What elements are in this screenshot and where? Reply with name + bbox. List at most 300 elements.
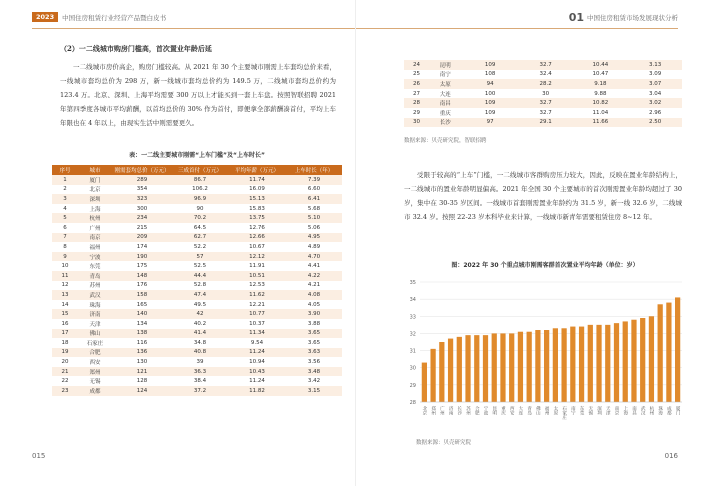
table-cell: 36.3 — [172, 367, 228, 377]
column-header: 刚需套均总价（万元） — [112, 165, 172, 175]
table-cell: 97 — [461, 118, 518, 128]
table-cell: 190 — [112, 252, 172, 262]
table-cell: 165 — [112, 300, 172, 310]
table-cell: 珠海 — [78, 300, 112, 310]
table-cell: 2 — [52, 185, 78, 195]
table-cell: 32.4 — [519, 70, 573, 80]
table-cell: 29 — [404, 108, 429, 118]
table-row — [52, 242, 342, 252]
table-cell: 9.18 — [573, 79, 629, 89]
table-header-row — [52, 165, 342, 175]
table-cell: 10 — [52, 261, 78, 271]
table-cell: 10.47 — [573, 70, 629, 80]
table-cell: 10.44 — [573, 60, 629, 70]
table-cell: 106.2 — [172, 185, 228, 195]
chart-source: 数据来源：贝壳研究院 — [416, 440, 472, 446]
right-page — [355, 0, 710, 486]
table-cell: 4.21 — [286, 281, 342, 291]
table-cell: 3.07 — [628, 79, 682, 89]
table-cell: 52.2 — [172, 242, 228, 252]
table-cell: 32.7 — [519, 108, 573, 118]
x-tick-label: 福州 — [544, 406, 550, 415]
bar — [527, 332, 532, 402]
table-cell: 37.2 — [172, 386, 228, 396]
table-cell: 174 — [112, 242, 172, 252]
y-tick-label: 32 — [409, 331, 416, 338]
section-title: 中国住房租赁市场发展现状分析 — [587, 13, 678, 22]
table-cell: 21 — [52, 367, 78, 377]
table-cell: 12 — [52, 281, 78, 291]
table-cell: 27 — [404, 89, 429, 99]
table-cell: 40.8 — [172, 348, 228, 358]
x-tick-label: 石家庄 — [561, 406, 567, 420]
x-tick-label: 佛山 — [535, 406, 541, 415]
x-tick-label: 长沙 — [456, 406, 462, 415]
table-cell: 青岛 — [78, 271, 112, 281]
table-cell: 2.50 — [628, 118, 682, 128]
x-tick-label: 杭州 — [648, 406, 654, 415]
table-cell: 南京 — [78, 233, 112, 243]
table-cell: 9.54 — [228, 338, 286, 348]
table-cell: 11.24 — [228, 376, 286, 386]
table-cell: 30 — [404, 118, 429, 128]
chart-title: 图：2022 年 30 个重点城市刚需客群首次置业平均年龄（单位：岁） — [451, 262, 639, 269]
header-divider — [32, 28, 355, 29]
bar — [596, 325, 601, 402]
x-tick-label: 济南 — [448, 406, 454, 415]
table-cell: 128 — [112, 376, 172, 386]
table-cell: 34.8 — [172, 338, 228, 348]
body-paragraph: 一二线城市房价高企，购房门槛较高。从 2021 年 30 个主要城市刚需上车套均总价来看，一线城市套均总价为 298 万，新一线城市套均总价约为 149.5 万，二线城市套均总价约为 123.4 万。北京、深圳、上海平均需要 300 万以上才能买到一套上车盘。按照智联招聘 2021 年第四季度各城市平均薪酬，以首均总价的 30% 作为首付，即便拿全部薪酬凑首付，平均上车年限也在 4 年以上，由现实生活中则需要更久。 — [60, 63, 336, 127]
section-number: 01 — [568, 10, 584, 24]
threshold-table-continued — [404, 60, 682, 127]
y-tick-label: 31 — [409, 348, 416, 355]
table-cell: 3.04 — [628, 89, 682, 99]
table-body — [404, 60, 682, 127]
table-cell: 176 — [112, 281, 172, 291]
table-cell: 厦门 — [78, 175, 112, 185]
table-cell: 18 — [52, 338, 78, 348]
table-cell: 109 — [461, 60, 518, 70]
table-cell: 24 — [404, 60, 429, 70]
table-cell: 无锡 — [78, 376, 112, 386]
table-cell: 136 — [112, 348, 172, 358]
table-cell: 南昌 — [429, 98, 461, 108]
table-cell: 合肥 — [78, 348, 112, 358]
table-cell: 苏州 — [78, 281, 112, 291]
table-cell: 石家庄 — [78, 338, 112, 348]
bar — [649, 316, 654, 402]
table-cell: 3.65 — [286, 329, 342, 339]
table-cell: 11.24 — [228, 348, 286, 358]
section-heading: （2）一二线城市购房门槛高，首次置业年龄后延 — [60, 44, 212, 53]
table-cell: 28 — [404, 98, 429, 108]
table-cell: 宁波 — [78, 252, 112, 262]
x-tick-label: 南宁 — [570, 406, 576, 415]
y-tick-label: 35 — [409, 280, 416, 286]
table-cell: 116 — [112, 338, 172, 348]
table-cell: 354 — [112, 185, 172, 195]
table-cell: 杭州 — [78, 213, 112, 223]
table-cell: 14 — [52, 300, 78, 310]
x-tick-label: 昆明 — [491, 406, 497, 415]
table-cell: 16 — [52, 319, 78, 329]
table-cell: 38.4 — [172, 376, 228, 386]
x-tick-label: 宁波 — [483, 406, 488, 415]
table-cell: 东莞 — [78, 261, 112, 271]
table-cell: 11.34 — [228, 329, 286, 339]
bar — [631, 320, 636, 402]
table-cell: 3.56 — [286, 357, 342, 367]
table-cell: 5.68 — [286, 204, 342, 214]
table-row — [52, 329, 342, 339]
bar — [448, 339, 453, 402]
bar — [658, 304, 663, 402]
table-row — [52, 271, 342, 281]
table-row — [52, 175, 342, 185]
table-caption: 表：一二线主要城市刚需“上车门槛”及“上车时长” — [129, 152, 265, 159]
right-page-header — [569, 10, 678, 24]
table-cell: 12.12 — [228, 252, 286, 262]
table-cell: 32.7 — [519, 98, 573, 108]
table-cell: 17 — [52, 329, 78, 339]
chart-svg — [400, 272, 690, 452]
table-cell: 上海 — [78, 204, 112, 214]
table-cell: 19 — [52, 348, 78, 358]
table-cell: 47.4 — [172, 290, 228, 300]
bar — [509, 333, 514, 402]
y-tick-label: 34 — [409, 297, 416, 304]
table-row — [404, 98, 682, 108]
table-cell: 138 — [112, 329, 172, 339]
x-tick-label: 广州 — [439, 406, 445, 415]
table-cell: 5 — [52, 213, 78, 223]
bar — [439, 342, 444, 402]
table-cell: 深圳 — [78, 194, 112, 204]
table-cell: 11 — [52, 271, 78, 281]
table-cell: 7 — [52, 233, 78, 243]
table-row — [52, 386, 342, 396]
x-tick-label: 苏州 — [465, 406, 471, 415]
table-cell: 9 — [52, 252, 78, 262]
table-cell: 10.94 — [228, 357, 286, 367]
table-cell: 39 — [172, 357, 228, 367]
table-cell: 1 — [52, 175, 78, 185]
table-cell: 3.63 — [286, 348, 342, 358]
x-tick-label: 上海 — [622, 406, 628, 415]
table-row — [52, 376, 342, 386]
table-cell: 23 — [52, 386, 78, 396]
table-row — [52, 213, 342, 223]
table-row — [52, 281, 342, 291]
bar — [430, 349, 435, 402]
table-cell: 郑州 — [78, 367, 112, 377]
x-tick-label: 重庆 — [500, 406, 506, 415]
bar — [457, 337, 462, 402]
table-row — [52, 252, 342, 262]
x-tick-label: 珠海 — [657, 406, 663, 415]
table-cell: 3.42 — [286, 376, 342, 386]
x-tick-label: 青岛 — [526, 406, 532, 415]
bar — [535, 330, 540, 402]
bar — [474, 335, 479, 402]
table-cell: 3.02 — [628, 98, 682, 108]
bar — [579, 327, 584, 402]
table-cell: 32.7 — [519, 60, 573, 70]
table-cell: 4.05 — [286, 300, 342, 310]
left-page-header — [32, 10, 166, 24]
column-header: 城市 — [78, 165, 112, 175]
table-row — [404, 89, 682, 99]
table-cell: 7.39 — [286, 175, 342, 185]
table-cell: 70.2 — [172, 213, 228, 223]
table-cell: 12.66 — [228, 233, 286, 243]
table-row — [52, 348, 342, 358]
table-cell: 12.21 — [228, 300, 286, 310]
table-row — [52, 357, 342, 367]
table-cell: 6.41 — [286, 194, 342, 204]
x-tick-label: 武汉 — [640, 406, 646, 415]
table-cell: 3.88 — [286, 319, 342, 329]
x-tick-label: 南昌 — [631, 406, 637, 415]
table-cell: 140 — [112, 309, 172, 319]
table-cell: 289 — [112, 175, 172, 185]
bar — [500, 333, 505, 402]
table-cell: 44.4 — [172, 271, 228, 281]
table-row — [52, 233, 342, 243]
x-tick-label: 南京 — [614, 406, 619, 415]
table-cell: 4 — [52, 204, 78, 214]
table-cell: 323 — [112, 194, 172, 204]
table-cell: 3.09 — [628, 70, 682, 80]
table-cell: 52.5 — [172, 261, 228, 271]
table-cell: 11.62 — [228, 290, 286, 300]
table-cell: 3.13 — [628, 60, 682, 70]
bar — [544, 330, 549, 402]
table-cell: 3.48 — [286, 367, 342, 377]
table-cell: 49.5 — [172, 300, 228, 310]
bar — [605, 325, 610, 402]
x-tick-label: 天津 — [605, 406, 611, 415]
table-cell: 86.7 — [172, 175, 228, 185]
table-cell: 重庆 — [429, 108, 461, 118]
table-row — [52, 194, 342, 204]
table-cell: 121 — [112, 367, 172, 377]
table-cell: 64.5 — [172, 223, 228, 233]
x-tick-label: 北京 — [421, 406, 427, 415]
table-cell: 4.89 — [286, 242, 342, 252]
table-cell: 5.06 — [286, 223, 342, 233]
table-cell: 26 — [404, 79, 429, 89]
table-cell: 11.74 — [228, 175, 286, 185]
table-cell: 2.96 — [628, 108, 682, 118]
table-cell: 90 — [172, 204, 228, 214]
x-tick-label: 深圳 — [596, 406, 602, 415]
table-cell: 148 — [112, 271, 172, 281]
table-cell: 300 — [112, 204, 172, 214]
table-cell: 62.7 — [172, 233, 228, 243]
bar — [640, 318, 645, 402]
y-tick-label: 29 — [409, 382, 416, 389]
table-cell: 209 — [112, 233, 172, 243]
column-header: 平均年薪（万元） — [228, 165, 286, 175]
x-tick-label: 郑州 — [430, 406, 436, 415]
table-cell: 4.22 — [286, 271, 342, 281]
bar — [422, 363, 427, 402]
table-cell: 10.67 — [228, 242, 286, 252]
bar — [623, 321, 628, 402]
table-cell: 福州 — [78, 242, 112, 252]
table-cell: 11.04 — [573, 108, 629, 118]
table-body — [52, 175, 342, 396]
table-cell: 30 — [519, 89, 573, 99]
table-cell: 10.82 — [573, 98, 629, 108]
table-cell: 12.76 — [228, 223, 286, 233]
table-cell: 3 — [52, 194, 78, 204]
table-cell: 52.8 — [172, 281, 228, 291]
table-cell: 广州 — [78, 223, 112, 233]
table-cell: 长沙 — [429, 118, 461, 128]
table-cell: 10.77 — [228, 309, 286, 319]
bar — [588, 325, 593, 402]
table-cell: 10.43 — [228, 367, 286, 377]
table-cell: 15.83 — [228, 204, 286, 214]
x-tick-label: 东莞 — [579, 406, 585, 415]
bar — [675, 297, 680, 402]
table-cell: 158 — [112, 290, 172, 300]
table-cell: 20 — [52, 357, 78, 367]
table-row — [52, 223, 342, 233]
table-row — [52, 367, 342, 377]
table-cell: 234 — [112, 213, 172, 223]
bar — [614, 323, 619, 402]
table-cell: 109 — [461, 108, 518, 118]
table-row — [52, 185, 342, 195]
table-cell: 25 — [404, 70, 429, 80]
table-cell: 5.10 — [286, 213, 342, 223]
table-row — [52, 300, 342, 310]
table-row — [52, 204, 342, 214]
table-cell: 12.53 — [228, 281, 286, 291]
table-cell: 57 — [172, 252, 228, 262]
year-badge: 2023 — [32, 12, 58, 22]
table-row — [404, 118, 682, 128]
table-row — [404, 108, 682, 118]
table-cell: 15 — [52, 309, 78, 319]
table-cell: 成都 — [78, 386, 112, 396]
table-cell: 3.90 — [286, 309, 342, 319]
table-cell: 3.65 — [286, 338, 342, 348]
x-tick-label: 大连 — [517, 406, 523, 415]
table-cell: 9.88 — [573, 89, 629, 99]
table-cell: 北京 — [78, 185, 112, 195]
table-cell: 太原 — [429, 79, 461, 89]
bar — [465, 335, 470, 402]
y-tick-label: 30 — [409, 365, 416, 372]
table-cell: 天津 — [78, 319, 112, 329]
table-cell: 11.91 — [228, 261, 286, 271]
table-cell: 佛山 — [78, 329, 112, 339]
table-cell: 28.2 — [519, 79, 573, 89]
bar — [570, 327, 575, 402]
report-title: 中国住房租赁行业经营产品暨白皮书 — [62, 13, 167, 22]
table-cell: 11.82 — [228, 386, 286, 396]
table-cell: 济南 — [78, 309, 112, 319]
table-cell: 16.09 — [228, 185, 286, 195]
table-cell: 10.37 — [228, 319, 286, 329]
table-cell: 8 — [52, 242, 78, 252]
table-row — [52, 338, 342, 348]
column-header: 三成首付（万元） — [172, 165, 228, 175]
table-cell: 6 — [52, 223, 78, 233]
table-row — [52, 290, 342, 300]
table-cell: 13 — [52, 290, 78, 300]
body-paragraph: 受限于较高的“上车”门槛，一二线城市客群购房压力较大，因此，反映在置业年龄结构上，一二线城市的置业年龄明显偏高。2021 年全国 30 个主要城市的首次刚需置业年龄均超过了 30 岁，集中在 30-35 岁区间。一线城市首套刚需置业年龄约为 31.5 岁，新一线 32.6 岁，二线城市 32.4 岁。按照 22-23 岁本科毕业来计算，一线城市新青年需要租赁住房 8~12 年。 — [404, 171, 682, 221]
table-cell: 武汉 — [78, 290, 112, 300]
table-row — [404, 70, 682, 80]
table-row — [52, 319, 342, 329]
table-cell: 4.41 — [286, 261, 342, 271]
bar — [483, 335, 488, 402]
table-cell: 29.1 — [519, 118, 573, 128]
table-cell: 40.2 — [172, 319, 228, 329]
table-cell: 42 — [172, 309, 228, 319]
column-header: 上车时长（年） — [286, 165, 342, 175]
table-cell: 100 — [461, 89, 518, 99]
table-source: 数据来源：贝壳研究院，智联招聘 — [404, 138, 487, 144]
table-cell: 109 — [461, 98, 518, 108]
bar — [666, 303, 671, 402]
table-cell: 22 — [52, 376, 78, 386]
table-cell: 134 — [112, 319, 172, 329]
table-row — [52, 261, 342, 271]
x-tick-label: 太原 — [552, 406, 558, 415]
table-cell: 4.70 — [286, 252, 342, 262]
bar — [492, 333, 497, 402]
table-cell: 124 — [112, 386, 172, 396]
table-cell: 南宁 — [429, 70, 461, 80]
bar — [561, 328, 566, 402]
table-cell: 175 — [112, 261, 172, 271]
table-cell: 96.9 — [172, 194, 228, 204]
bar — [518, 332, 523, 402]
page-number: 015 — [32, 452, 46, 460]
table-cell: 13.75 — [228, 213, 286, 223]
column-header: 序号 — [52, 165, 78, 175]
table-cell: 108 — [461, 70, 518, 80]
x-tick-label: 成都 — [666, 406, 672, 415]
page-number: 016 — [664, 452, 678, 460]
table-row — [404, 79, 682, 89]
table-row — [52, 309, 342, 319]
table-cell: 4.95 — [286, 233, 342, 243]
x-tick-label: 厦门 — [675, 406, 681, 415]
threshold-table — [52, 165, 342, 396]
table-cell: 11.66 — [573, 118, 629, 128]
x-tick-label: 合肥 — [474, 406, 480, 415]
table-cell: 4.08 — [286, 290, 342, 300]
table-cell: 大连 — [429, 89, 461, 99]
x-tick-label: 西安 — [509, 406, 515, 415]
y-tick-label: 33 — [409, 314, 416, 321]
table-cell: 15.13 — [228, 194, 286, 204]
table-cell: 215 — [112, 223, 172, 233]
table-cell: 10.51 — [228, 271, 286, 281]
table-cell: 3.15 — [286, 386, 342, 396]
age-chart — [400, 258, 690, 458]
x-tick-label: 无锡 — [587, 406, 593, 415]
table-cell: 130 — [112, 357, 172, 367]
